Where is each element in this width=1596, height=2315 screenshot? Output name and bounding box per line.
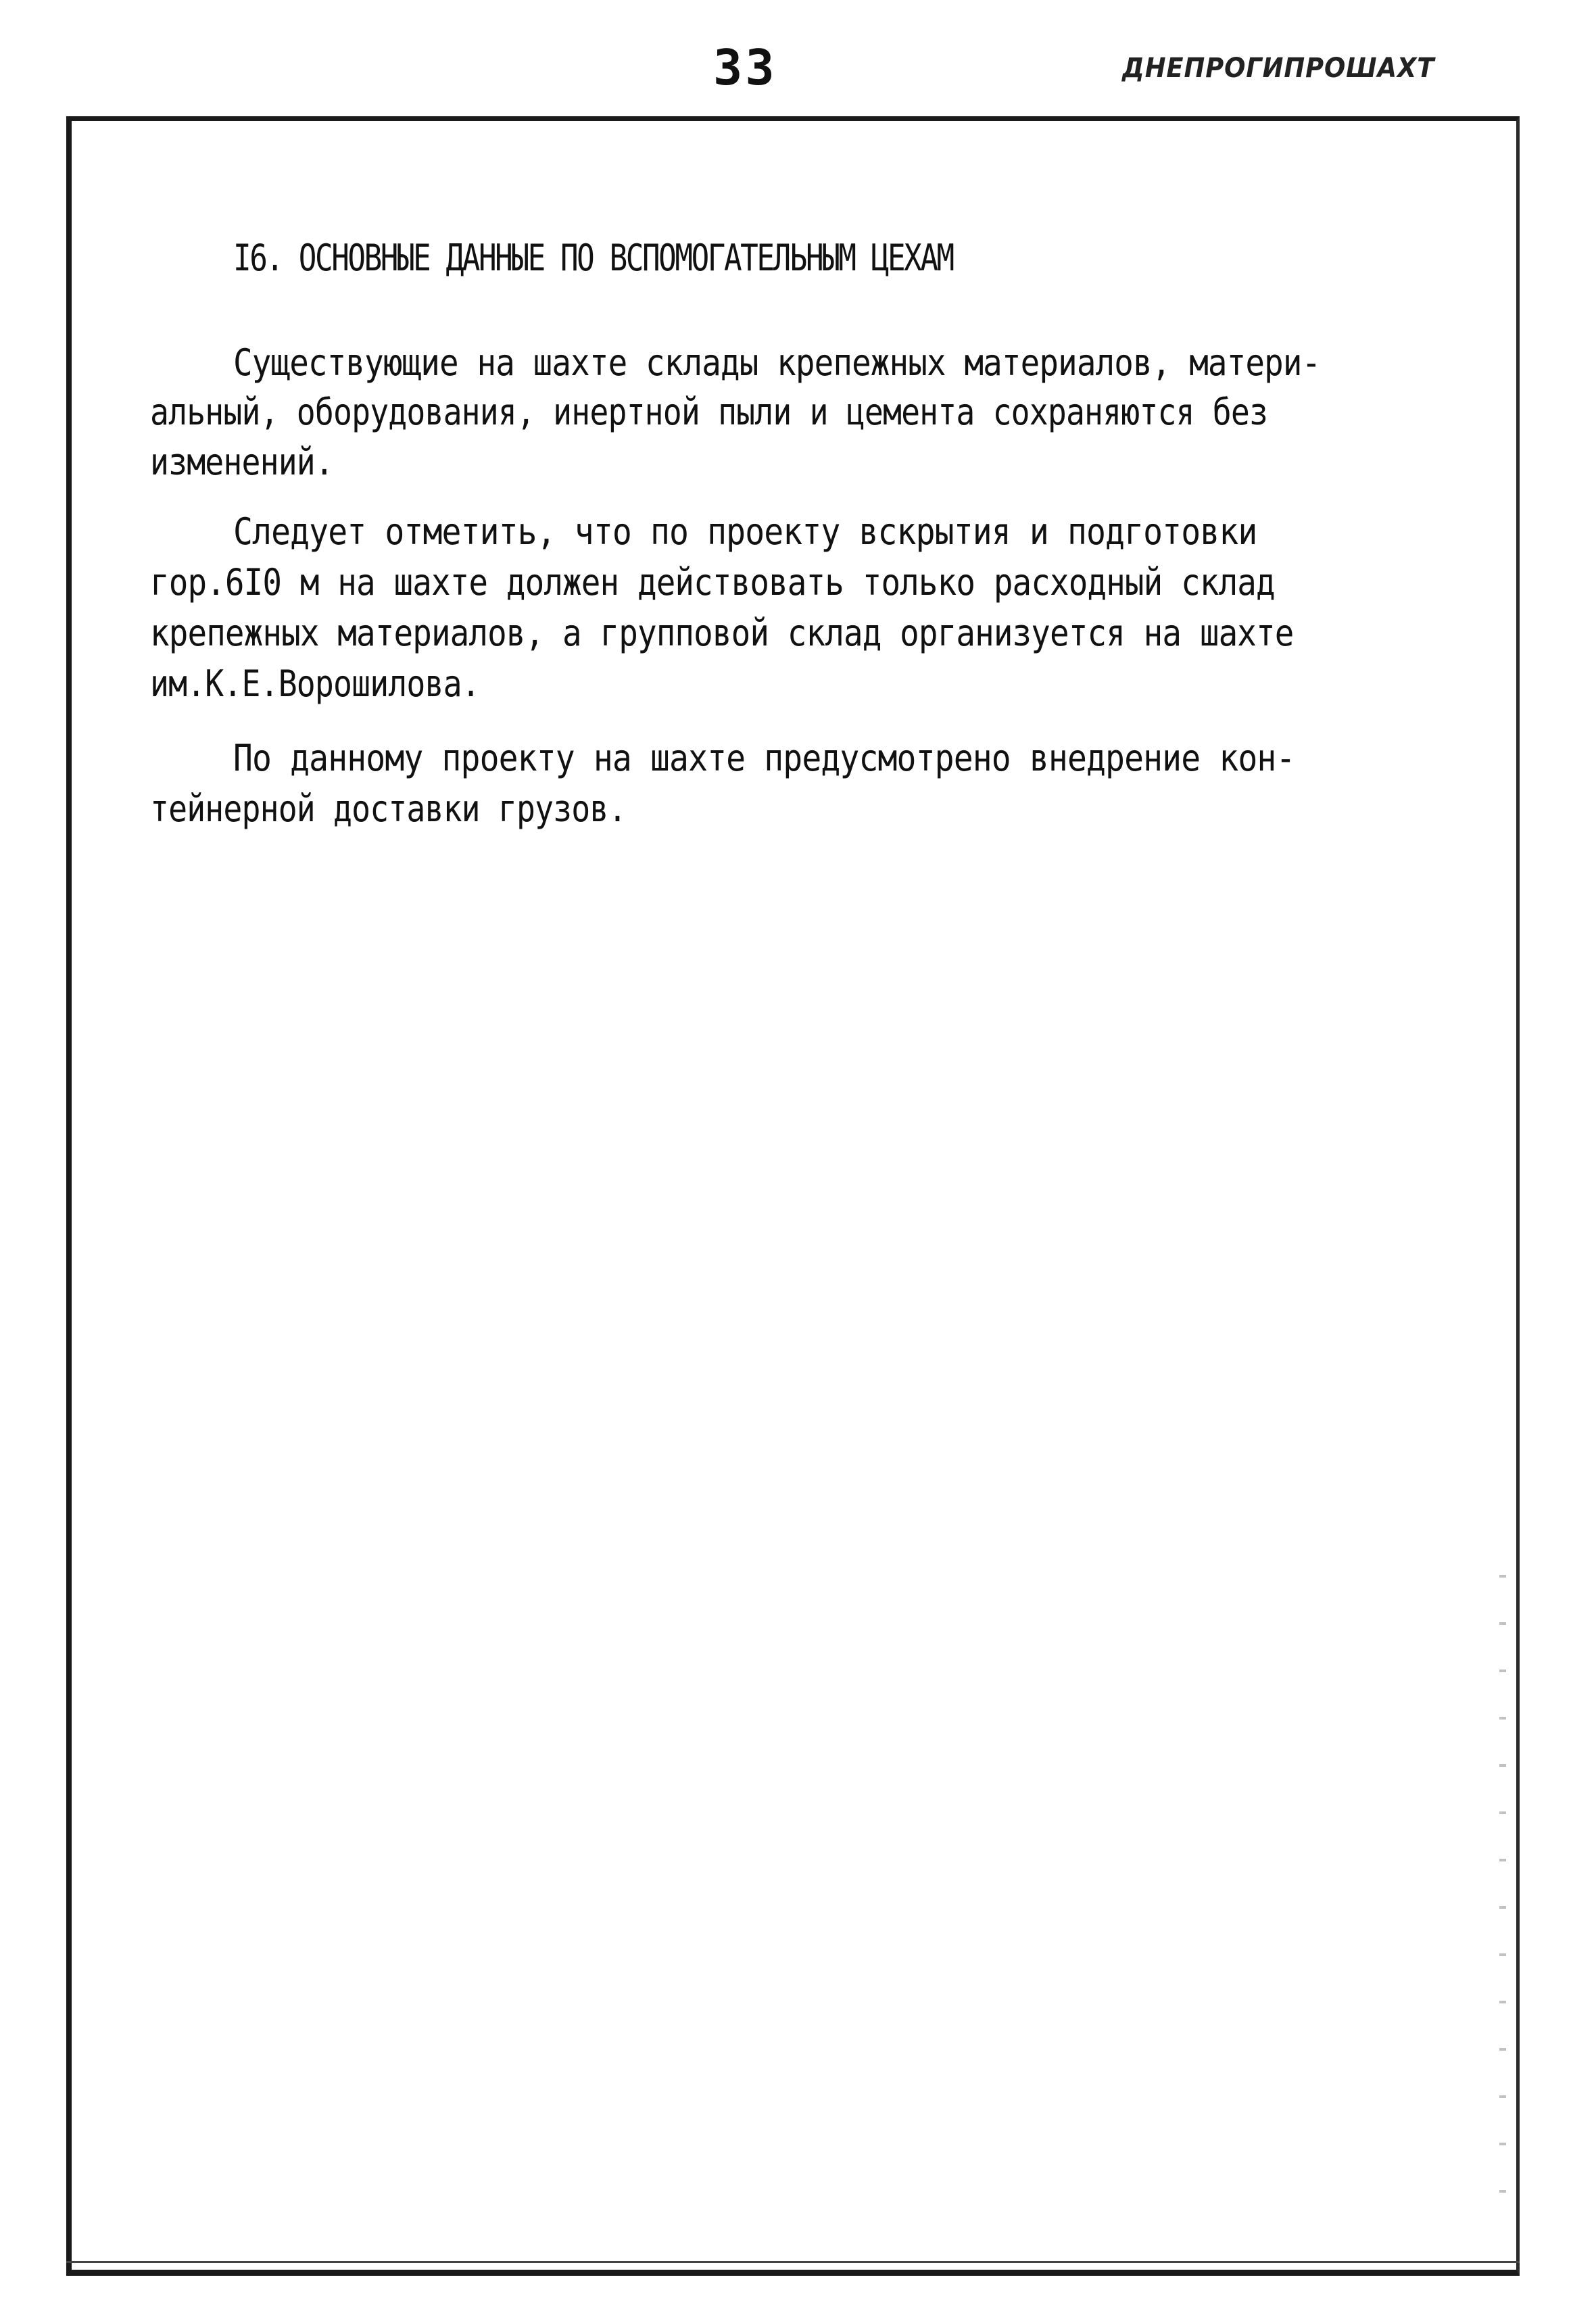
section-heading: I6. ОСНОВНЫЕ ДАННЫЕ ПО ВСПОМОГАТЕЛЬНЫМ ЦЕХАМ xyxy=(233,237,953,279)
paragraph-3-line-1: По данному проекту на шахте предусмотрено внедрение кон- xyxy=(233,737,1295,779)
paragraph-3-line-2: тейнерной доставки грузов. xyxy=(150,787,627,830)
organization-stamp: ДНЕПРОГИПРОШАХТ xyxy=(1122,53,1435,84)
paragraph-1-line-1: Существующие на шахте склады крепежных материалов, матери- xyxy=(233,341,1321,384)
paragraph-2-line-4: им.К.Е.Ворошилова. xyxy=(150,662,480,705)
scan-artifact-specks xyxy=(1499,1555,1506,2231)
paragraph-1-line-3: изменений. xyxy=(150,441,333,483)
paragraph-2-line-2: гор.6I0 м на шахте должен действовать только расходный склад xyxy=(150,561,1275,604)
paragraph-2-line-1: Следует отметить, что по проекту вскрытия и подготовки xyxy=(233,510,1257,553)
paragraph-2-line-3: крепежных материалов, а групповой склад организуется на шахте xyxy=(150,612,1294,654)
page-number: 33 xyxy=(713,39,777,96)
paragraph-1-line-2: альный, оборудования, инертной пыли и цемента сохраняются без xyxy=(150,391,1268,433)
frame-bottom-rule xyxy=(66,2261,1520,2263)
